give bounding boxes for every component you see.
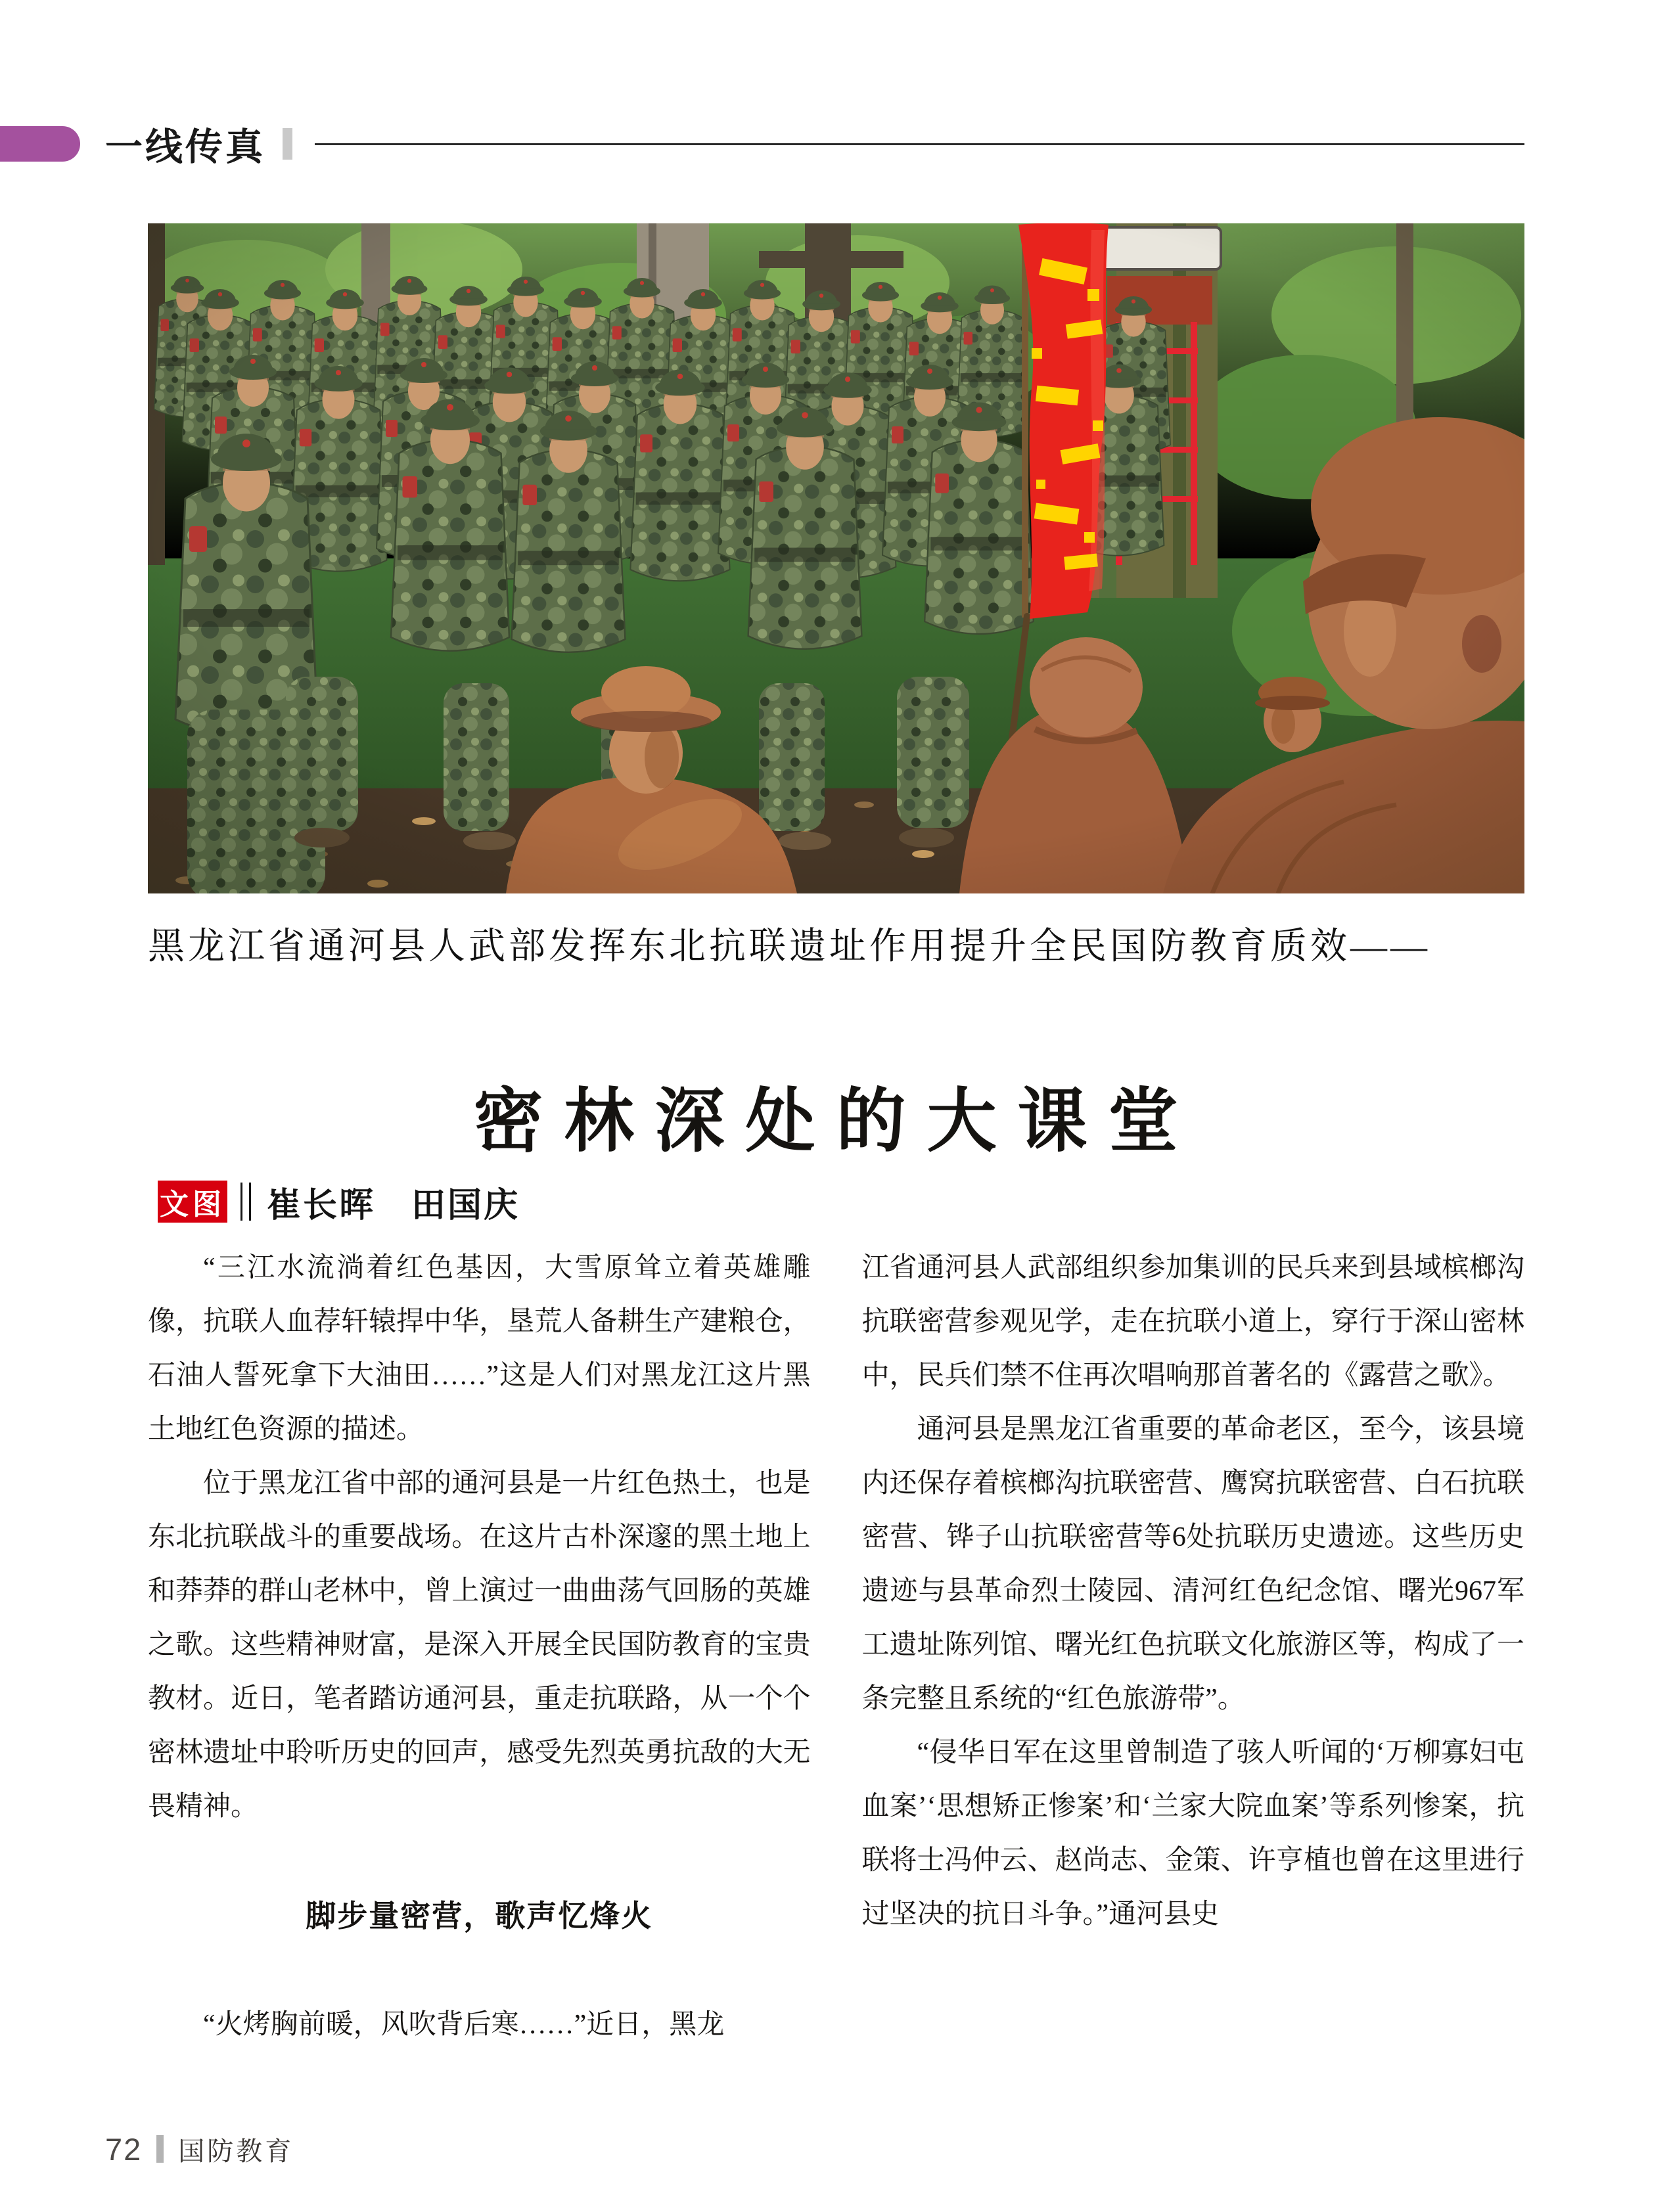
article-title: 密林深处的大课堂 xyxy=(473,1083,1199,1161)
footer-label: 国防教育 xyxy=(178,2136,294,2166)
byline-separator-icon xyxy=(240,1183,251,1221)
paragraph: 通河县是黑龙江省重要的革命老区，至今，该县境内还保存着槟榔沟抗联密营、鹰窝抗联密营、白石抗联密营、铧子山抗联密营等6处抗联历史遗迹。这些历史遗迹与县革命烈士陵园、清河红色纪念馆、曙光967军工遗址陈列馆、曙光红色抗联文化旅游区等，构成了一条完整且系统的“红色旅游带”。 xyxy=(861,1414,1524,1714)
page-number: 72 xyxy=(105,2131,143,2167)
section-accent-tab xyxy=(0,126,80,162)
left-column xyxy=(148,1241,811,2052)
paragraph: “三江水流淌着红色基因，大雪原耸立着英雄雕像，抗联人血荐轩辕捍中华，垦荒人备耕生产建粮仓，石油人誓死拿下大油田……”这是人们对黑龙江这片黑土地红色资源的描述。 xyxy=(148,1253,811,1445)
byline xyxy=(158,1180,520,1223)
footer-separator-bar xyxy=(156,2135,164,2163)
article-body xyxy=(148,1241,1524,2052)
page-footer xyxy=(105,2127,294,2171)
right-column xyxy=(862,1241,1525,2052)
header-rule xyxy=(315,143,1524,145)
section-subhead: 脚步量密营，歌声忆烽火 xyxy=(306,1899,653,1933)
paragraph: 位于黑龙江省中部的通河县是一片红色热土，也是东北抗联战斗的重要战场。在这片古朴深邃的黑土地上和莽莽的群山老林中，曾上演过一曲曲荡气回肠的英雄之歌。这些精神财富，是深入开展全民国防教育的宝贵教材。近日，笔者踏访通河县，重走抗联路，从一个个密林遗址中聆听历史的回声，感受先烈英勇抗敌的大无畏精神。 xyxy=(148,1468,811,1822)
section-header xyxy=(0,125,1524,168)
section-separator-bar xyxy=(283,128,292,160)
paragraph: “火烤胸前暖，风吹背后寒……”近日，黑龙 xyxy=(203,2010,725,2040)
byline-tag: 文图 xyxy=(158,1181,227,1223)
photo-caption: 黑龙江省通河县人武部发挥东北抗联遗址作用提升全民国防教育质效—— xyxy=(148,926,1430,967)
paragraph: “侵华日军在这里曾制造了骇人听闻的‘万柳寡妇屯血案’‘思想矫正惨案’和‘兰家大院血案’等系列惨案，抗联将士冯仲云、赵尚志、金策、许亨植也曾在这里进行过坚决的抗日斗争。”通河县史 xyxy=(861,1738,1524,1930)
paragraph: 江省通河县人武部组织参加集训的民兵来到县域槟榔沟抗联密营参观见学，走在抗联小道上，穿行于深山密林中，民兵们禁不住再次唱响那首著名的《露营之歌》。 xyxy=(861,1253,1524,1391)
article-photo xyxy=(148,223,1524,893)
byline-authors: 崔长晖 田国庆 xyxy=(267,1186,520,1225)
forest-statues-scene xyxy=(148,223,1524,893)
section-label: 一线传真 xyxy=(105,126,265,168)
